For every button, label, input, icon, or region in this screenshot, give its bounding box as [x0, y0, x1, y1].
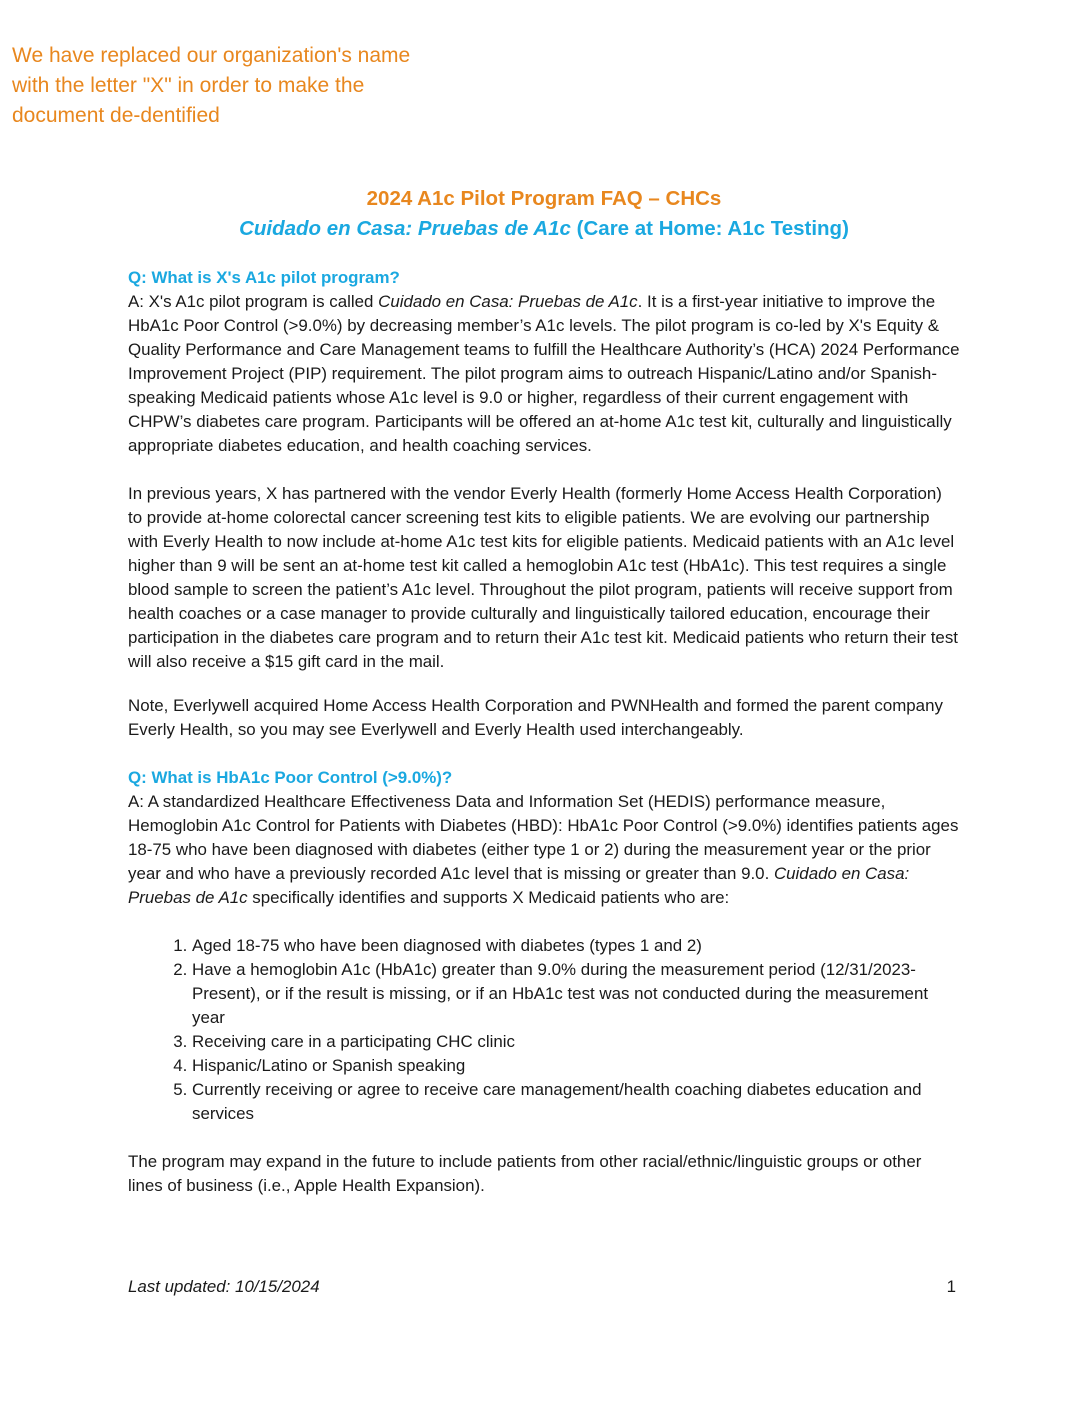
list-item: 4. Hispanic/Latino or Spanish speaking	[192, 1054, 960, 1078]
question-2: Q: What is HbA1c Poor Control (>9.0%)?	[128, 768, 453, 787]
document-header	[0, 184, 1088, 244]
subtitle-english: (Care at Home: A1c Testing)	[570, 217, 849, 240]
answer-1-text-cont: . It is a first-year initiative to improve the HbA1c Poor Control (>9.0%) by decreasing member’s A1c levels. The pilot program is co-led by X's Equity & Quality Performance and Care Management teams to fulfill the Healthcare Authority’s (HCA) 2024 Performance Improvement Project (PIP) requirement. The pilot program aims to outreach Hispanic/Latino and/or Spanish-speaking Medicaid patients whose A1c level is 9.0 or higher, regardless of their current engagement with CHPW’s diabetes care program. Participants will be offered an at-home A1c test kit, culturally and linguistically appropriate diabetes education, and health coaching services.	[128, 292, 960, 455]
answer-2	[128, 790, 960, 910]
answer-2-text: A: A standardized Healthcare Effectiveness Data and Information Set (HEDIS) performance measure, Hemoglobin A1c Control for Patients with Diabetes (HBD): HbA1c Poor Control (>9.0%) identifies patients ages 18-75 who have been diagnosed with diabetes (either type 1 or 2) during the measurement year or the prior year and who have a previously recorded A1c level that is missing or greater than 9.0.	[128, 792, 959, 883]
deidentification-note: We have replaced our organization's name with the letter "X" in order to make the document de-dentified	[12, 44, 411, 127]
subtitle-spanish: Cuidado en Casa: Pruebas de A1c	[239, 217, 571, 240]
paragraph-note: Note, Everlywell acquired Home Access Health Corporation and PWNHealth and formed the parent company Everly Health, so you may see Everlywell and Everly Health used interchangeably.	[128, 696, 943, 739]
answer-1	[128, 290, 960, 458]
paragraph-expansion: The program may expand in the future to include patients from other racial/ethnic/linguistic groups or other lines of business (i.e., Apple Health Expansion).	[128, 1152, 922, 1195]
answer-1-text: A: X's A1c pilot program is called	[128, 292, 379, 311]
list-item: 3. Receiving care in a participating CHC clinic	[192, 1030, 960, 1054]
eligibility-criteria-list	[128, 934, 960, 1126]
page-number: 1	[946, 1277, 956, 1296]
document-subtitle	[0, 214, 1088, 244]
list-item: 2. Have a hemoglobin A1c (HbA1c) greater than 9.0% during the measurement period (12/31/2023-Present), or if the result is missing, or if an HbA1c test was not conducted during the measurement year	[192, 958, 960, 1030]
document-body	[128, 266, 960, 1198]
list-item: 5. Currently receiving or agree to receive care management/health coaching diabetes education and services	[192, 1078, 960, 1126]
answer-2-text-cont: specifically identifies and supports X Medicaid patients who are:	[247, 888, 730, 907]
last-updated: Last updated: 10/15/2024	[128, 1277, 320, 1296]
paragraph-everly-health: In previous years, X has partnered with the vendor Everly Health (formerly Home Access Health Corporation) to provide at-home colorectal cancer screening test kits to eligible patients. We are evolving our partnership with Everly Health to now include at-home A1c test kits for eligible patients. Medicaid patients with an A1c level higher than 9 will be sent an at-home test kit called a hemoglobin A1c test (HbA1c). This test requires a single blood sample to screen the patient’s A1c level. Throughout the pilot program, patients will receive support from health coaches or a case manager to provide culturally and linguistically tailored education, encourage their participation in the diabetes care program and to return their A1c test kit. Medicaid patients who return their test will also receive a $15 gift card in the mail.	[128, 484, 958, 671]
program-name-emphasis-2: Cuidado en Casa: Pruebas de A1c	[128, 864, 910, 907]
question-1: Q: What is X's A1c pilot program?	[128, 268, 400, 287]
document-title: 2024 A1c Pilot Program FAQ – CHCs	[366, 187, 722, 210]
program-name-emphasis: Cuidado en Casa: Pruebas de A1c	[378, 292, 638, 311]
list-item: 1. Aged 18-75 who have been diagnosed with diabetes (types 1 and 2)	[192, 934, 960, 958]
